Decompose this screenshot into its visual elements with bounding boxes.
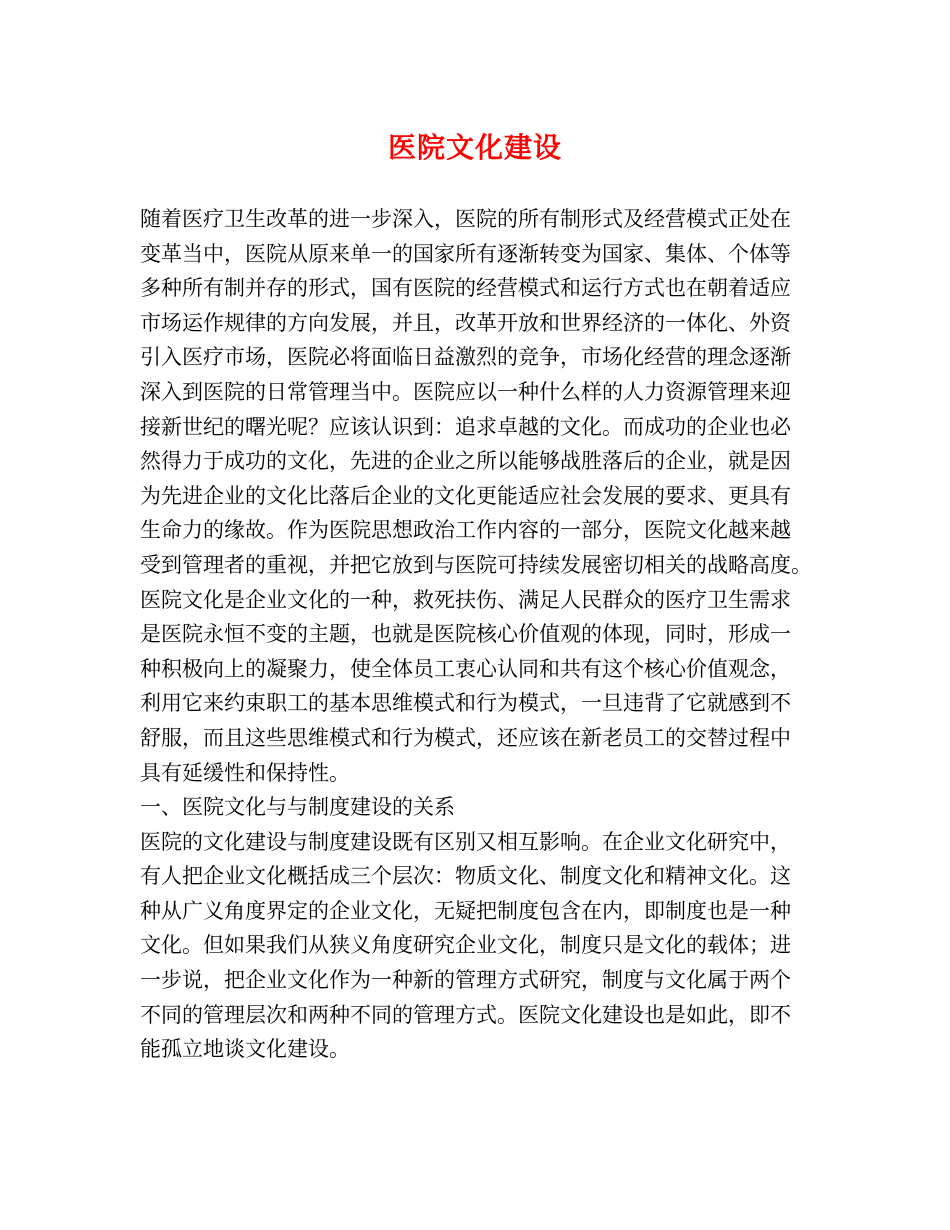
text-line: 引入医疗市场，医院必将面临日益激烈的竞争，市场化经营的理念逐渐	[140, 345, 791, 370]
document-body	[140, 202, 820, 1067]
text-line: 一步说，把企业文化作为一种新的管理方式研究，制度与文化属于两个	[140, 968, 791, 993]
text-line: 能孤立地谈文化建设。	[140, 1037, 350, 1062]
text-line: 利用它来约束职工的基本思维模式和行为模式，一旦违背了它就感到不	[140, 691, 791, 716]
text-line: 为先进企业的文化比落后企业的文化更能适应社会发展的要求、更具有	[140, 483, 791, 508]
text-line: 种从广义角度界定的企业文化，无疑把制度包含在内，即制度也是一种	[140, 898, 791, 923]
text-line: 有人把企业文化概括成三个层次：物质文化、制度文化和精神文化。这	[140, 864, 791, 889]
text-line: 多种所有制并存的形式，国有医院的经营模式和运行方式也在朝着适应	[140, 276, 791, 301]
text-line: 医院文化是企业文化的一种，救死扶伤、满足人民群众的医疗卫生需求	[140, 587, 791, 612]
text-line: 舒服，而且这些思维模式和行为模式，还应该在新老员工的交替过程中	[140, 725, 791, 750]
text-line: 医院的文化建设与制度建设既有区别又相互影响。在企业文化研究中，	[140, 829, 791, 854]
section-heading: 一、医院文化与与制度建设的关系	[140, 795, 455, 820]
text-line: 不同的管理层次和两种不同的管理方式。医院文化建设也是如此，即不	[140, 1002, 791, 1027]
text-line: 市场运作规律的方向发展，并且，改革开放和世界经济的一体化、外资	[140, 310, 791, 335]
text-line: 变革当中，医院从原来单一的国家所有逐渐转变为国家、集体、个体等	[140, 241, 791, 266]
text-line: 文化。但如果我们从狭义角度研究企业文化，制度只是文化的载体；进	[140, 933, 791, 958]
text-line: 然得力于成功的文化，先进的企业之所以能够战胜落后的企业，就是因	[140, 449, 791, 474]
text-line: 随着医疗卫生改革的进一步深入，医院的所有制形式及经营模式正处在	[140, 207, 791, 231]
page-title: 医院文化建设	[387, 131, 562, 164]
text-line: 具有延缓性和保持性。	[140, 760, 350, 785]
text-line: 生命力的缘故。作为医院思想政治工作内容的一部分，医院文化越来越	[140, 518, 791, 543]
text-line: 种积极向上的凝聚力，使全体员工衷心认同和共有这个核心价值观念，	[140, 656, 791, 681]
text-line: 受到管理者的重视，并把它放到与医院可持续发展密切相关的战略高度。	[140, 552, 812, 577]
text-line: 接新世纪的曙光呢？应该认识到：追求卓越的文化。而成功的企业也必	[140, 414, 791, 439]
text-line: 是医院永恒不变的主题，也就是医院核心价值观的体现，同时，形成一	[140, 622, 791, 647]
text-line: 深入到医院的日常管理当中。医院应以一种什么样的人力资源管理来迎	[140, 379, 791, 404]
